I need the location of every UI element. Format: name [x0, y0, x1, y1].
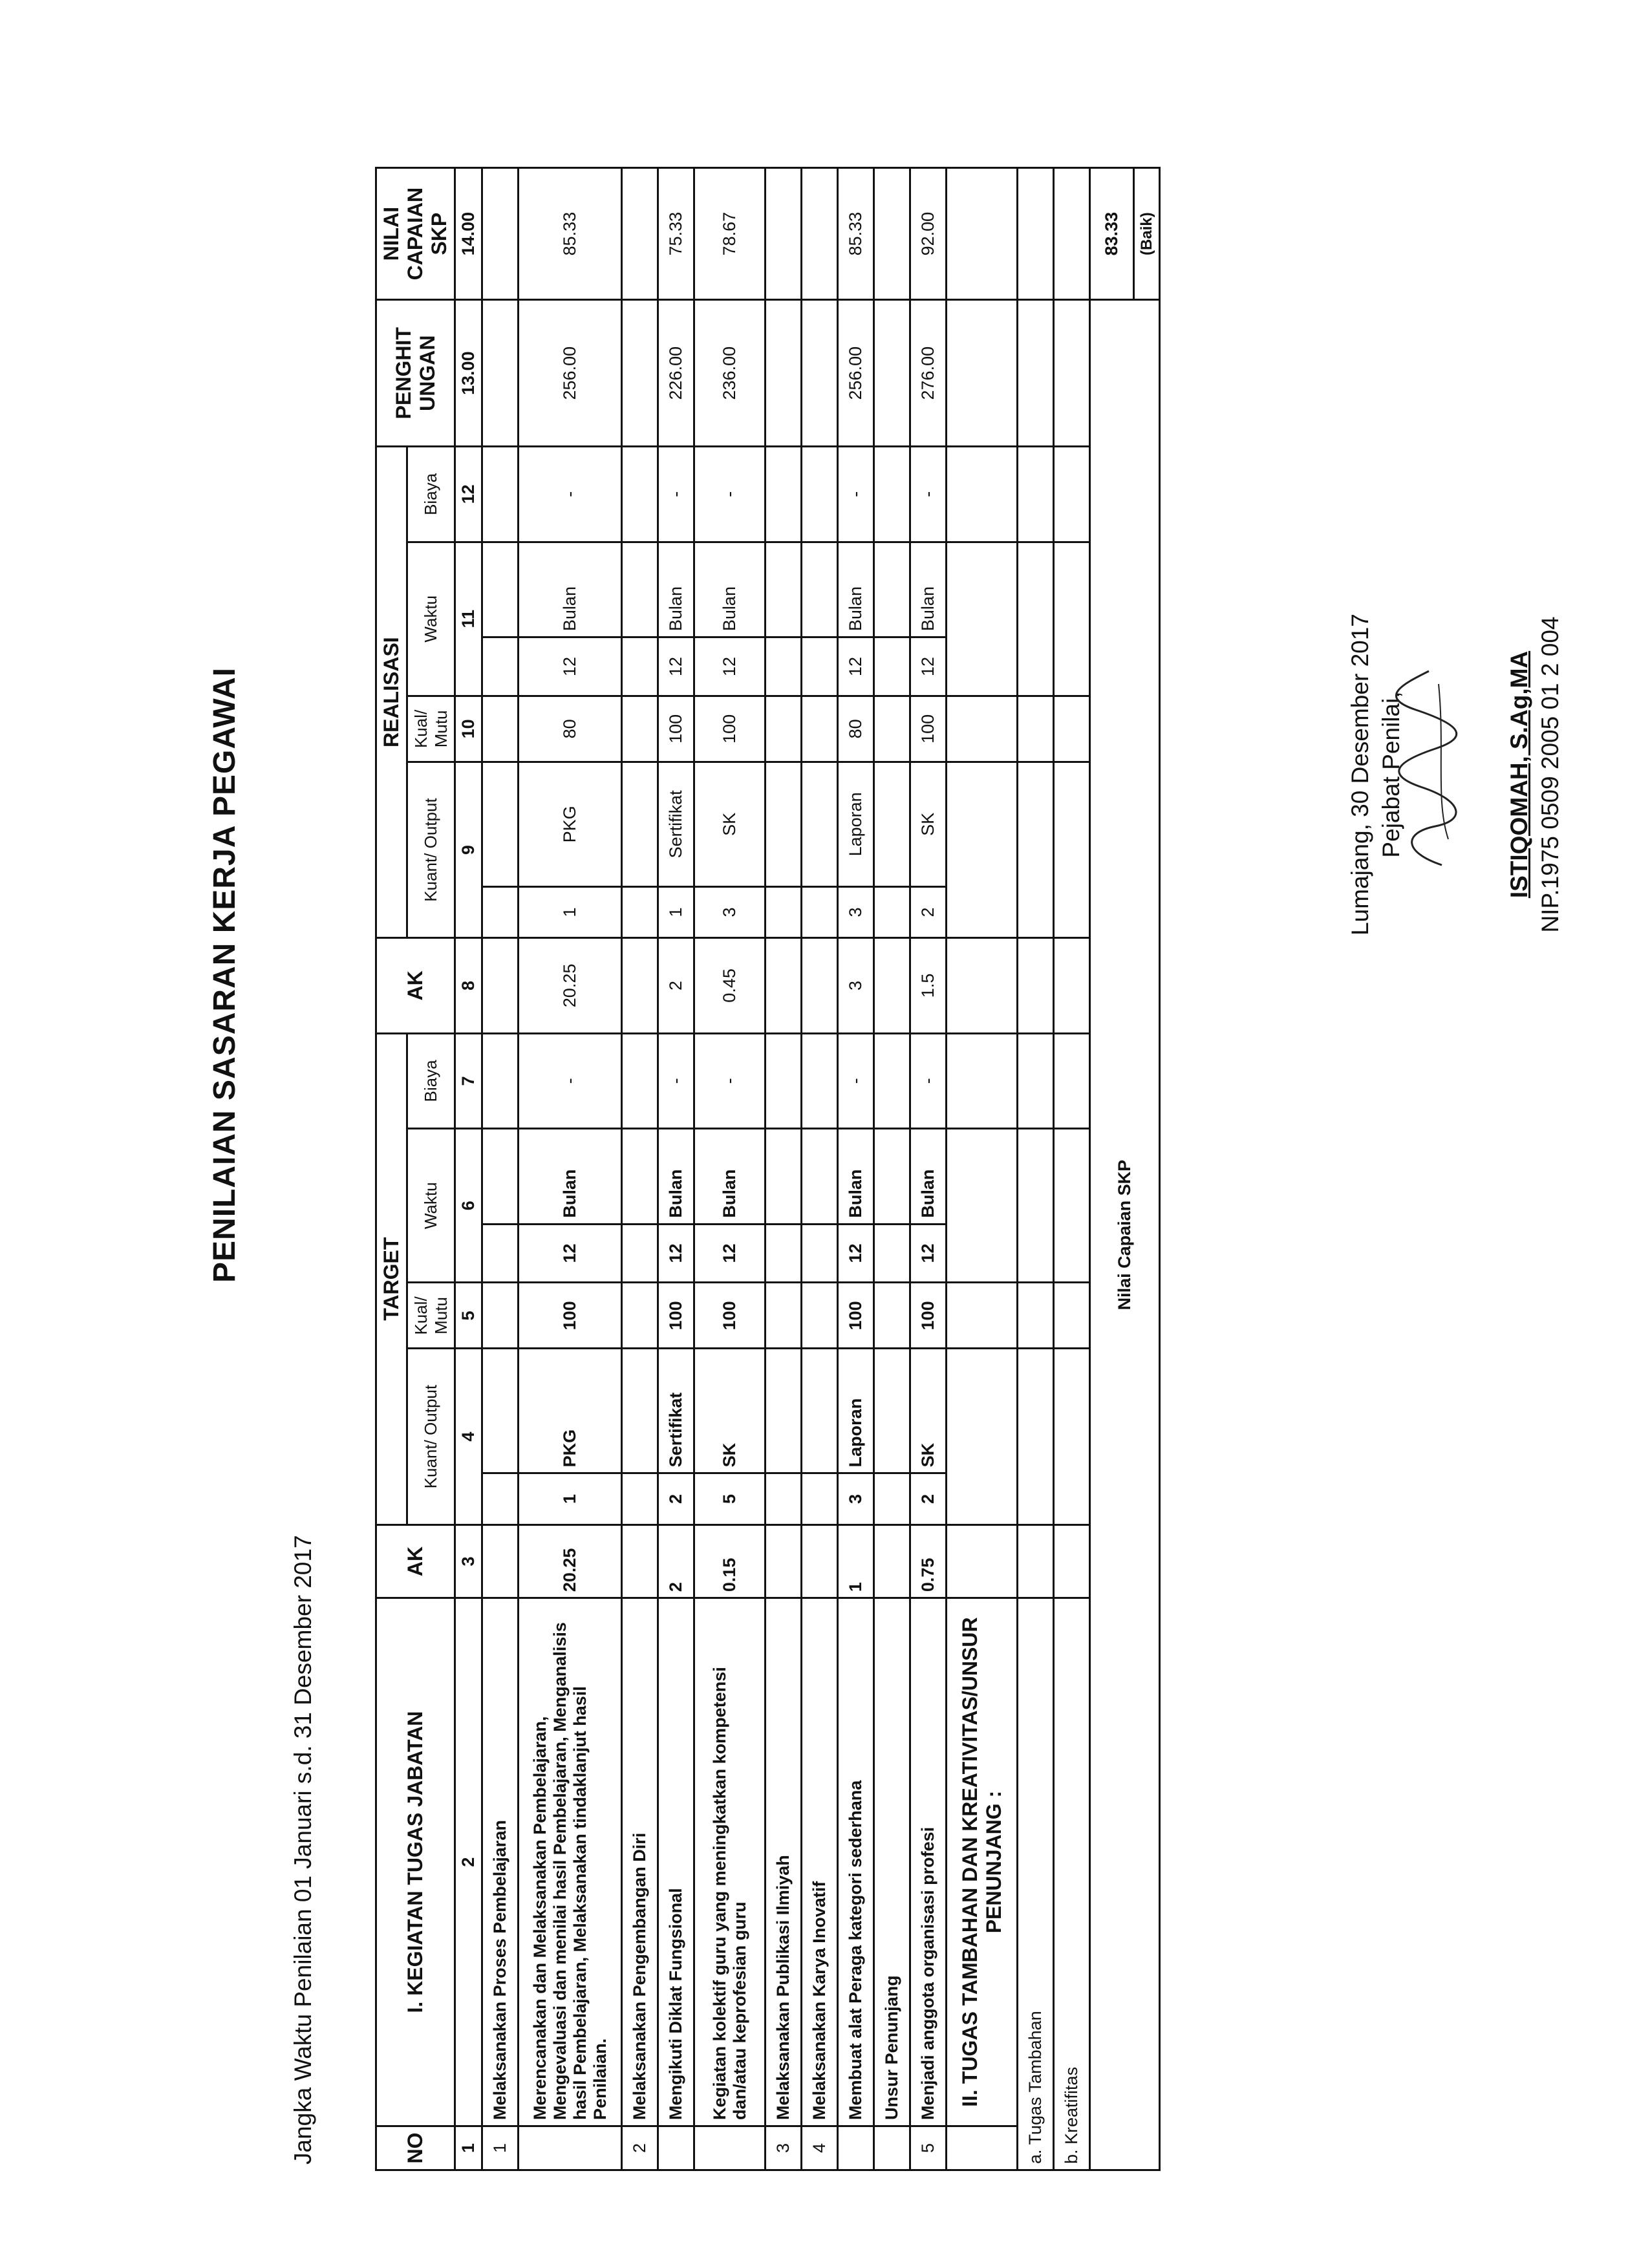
cell-hitung [482, 300, 519, 447]
cell-r-biaya: - [694, 447, 766, 542]
cell-t-wunit [874, 1129, 910, 1224]
cell-t-waktu: 12 [910, 1224, 947, 1283]
section-2-item-b [1054, 168, 1090, 2170]
item-a-label: a. Tugas Tambahan [1018, 1598, 1054, 2170]
skp-table [375, 167, 1161, 2171]
cell-t-kual [874, 1283, 910, 1349]
cell-t-biaya [766, 1033, 802, 1129]
cell-r-qty: 3 [838, 886, 874, 937]
cell-r-kual [766, 696, 802, 762]
table-row [766, 168, 802, 2170]
cell-no [658, 2126, 694, 2170]
cell-r-waktu: 12 [694, 637, 766, 696]
cell-hitung [874, 300, 910, 447]
cell-r-kual: 100 [910, 696, 947, 762]
cell-t-qty: 2 [910, 1473, 947, 1524]
cell-r-waktu: 12 [838, 637, 874, 696]
cell-t-biaya: - [838, 1033, 874, 1129]
cell-ak: 0.75 [910, 1524, 947, 1598]
cell-kegiatan: Melaksanakan Karya Inovatif [802, 1598, 838, 2126]
cell-r-wunit: Bulan [658, 542, 694, 637]
col-num: 5 [455, 1283, 482, 1349]
cell-t-kual: 100 [694, 1283, 766, 1349]
col-num: 11 [455, 542, 482, 696]
cell-no: 5 [910, 2126, 947, 2170]
cell-r-kual [622, 696, 658, 762]
cell-t-kual: 100 [838, 1283, 874, 1349]
signer-name: ISTIQOMAH, S.Ag,MA [1506, 650, 1532, 899]
cell-r-kual: 100 [694, 696, 766, 762]
cell-t-qty [482, 1473, 519, 1524]
cell-r-wunit: Bulan [694, 542, 766, 637]
cell-t-out [622, 1349, 658, 1473]
col-num: 3 [455, 1524, 482, 1598]
header-realisasi-kual: Kual/ Mutu [407, 696, 455, 762]
cell-t-qty: 2 [658, 1473, 694, 1524]
cell-r-biaya [874, 447, 910, 542]
signer-nip: NIP.1975 0509 2005 01 2 004 [1537, 616, 1563, 933]
cell-nilai: 85.33 [519, 168, 622, 300]
cell-t-out: Sertifikat [658, 1349, 694, 1473]
cell-no [694, 2126, 766, 2170]
header-kegiatan: I. KEGIATAN TUGAS JABATAN [376, 1598, 455, 2126]
cell-no [838, 2126, 874, 2170]
nilai-capaian-label: Nilai Capaian SKP [1090, 300, 1160, 2170]
cell-r-qty [802, 886, 838, 937]
col-num: 12 [455, 447, 482, 542]
cell-t-out [482, 1349, 519, 1473]
cell-ak: 2 [658, 1524, 694, 1598]
table-row [658, 168, 694, 2170]
cell-hitung [766, 300, 802, 447]
handwritten-signature [1390, 658, 1468, 878]
cell-t-wunit: Bulan [910, 1129, 947, 1224]
header-target-biaya: Biaya [407, 1033, 455, 1129]
cell-r-waktu [622, 637, 658, 696]
section-2-title-row [947, 168, 1018, 2170]
cell-t-waktu [802, 1224, 838, 1283]
cell-t-wunit [622, 1129, 658, 1224]
cell-t-kual [766, 1283, 802, 1349]
cell-kegiatan: Unsur Penunjang [874, 1598, 910, 2126]
cell-r-wunit [766, 542, 802, 637]
cell-r-biaya: - [910, 447, 947, 542]
cell-r-ak: 3 [838, 938, 874, 1033]
cell-r-wunit: Bulan [838, 542, 874, 637]
cell-hitung: 276.00 [910, 300, 947, 447]
cell-nilai: 75.33 [658, 168, 694, 300]
cell-no [874, 2126, 910, 2170]
cell-no: 3 [766, 2126, 802, 2170]
col-num: 6 [455, 1129, 482, 1283]
cell-hitung [802, 300, 838, 447]
cell-nilai [622, 168, 658, 300]
cell-r-kual: 80 [838, 696, 874, 762]
cell-t-waktu [482, 1224, 519, 1283]
cell-t-biaya: - [519, 1033, 622, 1129]
cell-t-waktu [622, 1224, 658, 1283]
cell-t-waktu [874, 1224, 910, 1283]
column-number-row [455, 168, 482, 2170]
cell-r-qty: 2 [910, 886, 947, 937]
cell-no: 1 [482, 2126, 519, 2170]
cell-kegiatan: Melaksanakan Proses Pembelajaran [482, 1598, 519, 2126]
cell-r-waktu: 12 [519, 637, 622, 696]
cell-t-kual [482, 1283, 519, 1349]
cell-t-biaya [874, 1033, 910, 1129]
col-num: 4 [455, 1349, 482, 1524]
cell-kegiatan: Melaksanakan Pengembangan Diri [622, 1598, 658, 2126]
col-num: 7 [455, 1033, 482, 1129]
table-row [519, 168, 622, 2170]
cell-no: 4 [802, 2126, 838, 2170]
header-row-1 [376, 168, 407, 2170]
cell-ak [874, 1524, 910, 1598]
cell-ak [622, 1524, 658, 1598]
cell-t-wunit [802, 1129, 838, 1224]
cell-t-qty: 1 [519, 1473, 622, 1524]
cell-r-waktu [766, 637, 802, 696]
cell-t-kual: 100 [519, 1283, 622, 1349]
cell-t-wunit: Bulan [658, 1129, 694, 1224]
cell-t-out: SK [694, 1349, 766, 1473]
cell-t-wunit: Bulan [838, 1129, 874, 1224]
item-b-label: b. Kreatifitas [1054, 1598, 1090, 2170]
cell-r-ak: 20.25 [519, 938, 622, 1033]
cell-t-out: SK [910, 1349, 947, 1473]
cell-r-wunit [874, 542, 910, 637]
cell-r-ak [766, 938, 802, 1033]
cell-ak: 1 [838, 1524, 874, 1598]
cell-r-wunit: Bulan [519, 542, 622, 637]
cell-t-out [874, 1349, 910, 1473]
cell-t-qty [766, 1473, 802, 1524]
table-row [482, 168, 519, 2170]
cell-kegiatan: Mengikuti Diklat Fungsional [658, 1598, 694, 2126]
cell-r-out: PKG [519, 762, 622, 886]
cell-t-waktu: 12 [519, 1224, 622, 1283]
table-row [622, 168, 658, 2170]
cell-t-out: PKG [519, 1349, 622, 1473]
nilai-capaian-score: 83.33 [1090, 168, 1134, 300]
header-target-kual: Kual/ Mutu [407, 1283, 455, 1349]
cell-r-wunit: Bulan [910, 542, 947, 637]
cell-t-waktu: 12 [694, 1224, 766, 1283]
cell-t-out [802, 1349, 838, 1473]
cell-r-ak [622, 938, 658, 1033]
cell-r-wunit [482, 542, 519, 637]
cell-ak [802, 1524, 838, 1598]
cell-hitung: 236.00 [694, 300, 766, 447]
cell-t-out: Laporan [838, 1349, 874, 1473]
cell-r-biaya: - [519, 447, 622, 542]
cell-t-kual [622, 1283, 658, 1349]
footer-row [1090, 168, 1134, 2170]
col-num: 8 [455, 938, 482, 1033]
cell-nilai [482, 168, 519, 300]
cell-t-biaya: - [658, 1033, 694, 1129]
cell-r-kual [482, 696, 519, 762]
document-title: PENILAIAN SASARAN KERJA PEGAWAI [208, 667, 242, 1283]
cell-t-qty: 5 [694, 1473, 766, 1524]
header-nilai: NILAI CAPAIAN SKP [376, 168, 455, 300]
col-num: 2 [455, 1598, 482, 2126]
cell-r-ak [482, 938, 519, 1033]
header-realisasi: REALISASI [376, 447, 407, 938]
col-num: 10 [455, 696, 482, 762]
header-realisasi-waktu: Waktu [407, 542, 455, 696]
header-penghitungan: PENGHIT UNGAN [376, 300, 455, 447]
cell-t-biaya [482, 1033, 519, 1129]
cell-r-out [874, 762, 910, 886]
cell-r-ak: 2 [658, 938, 694, 1033]
cell-kegiatan: Membuat alat Peraga kategori sederhana [838, 1598, 874, 2126]
cell-r-out [802, 762, 838, 886]
cell-hitung: 256.00 [838, 300, 874, 447]
cell-r-kual [874, 696, 910, 762]
cell-hitung [622, 300, 658, 447]
cell-r-biaya [766, 447, 802, 542]
assessment-period: Jangka Waktu Penilaian 01 Januari s.d. 31 Desember 2017 [290, 1535, 316, 2165]
col-num: 9 [455, 762, 482, 937]
cell-r-qty: 1 [658, 886, 694, 937]
cell-r-kual: 100 [658, 696, 694, 762]
cell-r-kual [802, 696, 838, 762]
cell-r-qty [622, 886, 658, 937]
cell-r-biaya [482, 447, 519, 542]
cell-ak [766, 1524, 802, 1598]
cell-r-ak: 0.45 [694, 938, 766, 1033]
table-body [482, 168, 947, 2170]
cell-r-waktu [874, 637, 910, 696]
cell-hitung: 256.00 [519, 300, 622, 447]
table-row [694, 168, 766, 2170]
signer-role: Pejabat Penilai, [1378, 691, 1404, 858]
header-realisasi-ak: AK [376, 938, 455, 1033]
cell-r-waktu: 12 [910, 637, 947, 696]
cell-r-waktu [482, 637, 519, 696]
header-ak: AK [376, 1524, 455, 1598]
cell-nilai [766, 168, 802, 300]
place-date: Lumajang, 30 Desember 2017 [1347, 614, 1373, 936]
cell-r-biaya [802, 447, 838, 542]
cell-t-biaya [802, 1033, 838, 1129]
cell-r-qty [874, 886, 910, 937]
header-realisasi-kuant: Kuant/ Output [407, 762, 455, 937]
cell-t-biaya: - [910, 1033, 947, 1129]
cell-kegiatan: Kegiatan kolektif guru yang meningkatkan kompetensi dan/atau keprofesian guru [694, 1598, 766, 2126]
section-2-title: II. TUGAS TAMBAHAN DAN KREATIVITAS/UNSUR PENUNJANG : [947, 1598, 1018, 2126]
cell-r-kual: 80 [519, 696, 622, 762]
table-row [910, 168, 947, 2170]
cell-r-qty: 1 [519, 886, 622, 937]
cell-r-ak [874, 938, 910, 1033]
table-row [802, 168, 838, 2170]
cell-t-out [766, 1349, 802, 1473]
cell-r-biaya: - [658, 447, 694, 542]
header-target-kuant: Kuant/ Output [407, 1349, 455, 1524]
cell-r-ak: 1.5 [910, 938, 947, 1033]
cell-r-out [622, 762, 658, 886]
cell-t-waktu [766, 1224, 802, 1283]
cell-r-out: SK [910, 762, 947, 886]
cell-t-qty [802, 1473, 838, 1524]
cell-t-qty: 3 [838, 1473, 874, 1524]
cell-r-wunit [622, 542, 658, 637]
cell-t-kual [802, 1283, 838, 1349]
cell-r-out: Laporan [838, 762, 874, 886]
cell-ak [482, 1524, 519, 1598]
cell-r-qty [766, 886, 802, 937]
cell-nilai [802, 168, 838, 300]
cell-t-waktu: 12 [658, 1224, 694, 1283]
cell-t-wunit: Bulan [519, 1129, 622, 1224]
cell-t-waktu: 12 [838, 1224, 874, 1283]
cell-t-biaya: - [694, 1033, 766, 1129]
cell-nilai [874, 168, 910, 300]
col-num: 13.00 [455, 300, 482, 447]
cell-r-ak [802, 938, 838, 1033]
cell-r-out: Sertifikat [658, 762, 694, 886]
cell-kegiatan: Melaksanakan Publikasi Ilmiyah [766, 1598, 802, 2126]
cell-r-biaya [622, 447, 658, 542]
cell-t-wunit: Bulan [694, 1129, 766, 1224]
col-num: 1 [455, 2126, 482, 2170]
cell-ak: 0.15 [694, 1524, 766, 1598]
cell-r-wunit [802, 542, 838, 637]
cell-r-out [766, 762, 802, 886]
cell-kegiatan: Menjadi anggota organisasi profesi [910, 1598, 947, 2126]
section-2-item-a [1018, 168, 1054, 2170]
cell-r-out [482, 762, 519, 886]
cell-ak: 20.25 [519, 1524, 622, 1598]
col-num: 14.00 [455, 168, 482, 300]
nilai-capaian-grade: (Baik) [1134, 168, 1160, 300]
cell-t-biaya [622, 1033, 658, 1129]
header-target: TARGET [376, 1033, 407, 1524]
cell-nilai: 85.33 [838, 168, 874, 300]
cell-nilai: 92.00 [910, 168, 947, 300]
cell-no [519, 2126, 622, 2170]
cell-no: 2 [622, 2126, 658, 2170]
cell-r-qty: 3 [694, 886, 766, 937]
header-realisasi-biaya: Biaya [407, 447, 455, 542]
section-2 [947, 168, 1160, 2170]
table-row [838, 168, 874, 2170]
cell-t-qty [622, 1473, 658, 1524]
cell-hitung: 226.00 [658, 300, 694, 447]
header-target-waktu: Waktu [407, 1129, 455, 1283]
cell-t-kual: 100 [910, 1283, 947, 1349]
cell-t-wunit [482, 1129, 519, 1224]
cell-r-waktu [802, 637, 838, 696]
cell-r-waktu: 12 [658, 637, 694, 696]
cell-r-out: SK [694, 762, 766, 886]
cell-r-qty [482, 886, 519, 937]
table-row [874, 168, 910, 2170]
header-no: NO [376, 2126, 455, 2170]
cell-kegiatan: Merencanakan dan Melaksanakan Pembelajaran, Mengevaluasi dan menilai hasil Pembelajaran, Menganalisis hasil Pembelajaran, Melaksanakan tindaklanjut hasil Penilaian. [519, 1598, 622, 2126]
cell-t-kual: 100 [658, 1283, 694, 1349]
cell-t-wunit [766, 1129, 802, 1224]
cell-t-qty [874, 1473, 910, 1524]
cell-nilai: 78.67 [694, 168, 766, 300]
cell-r-biaya: - [838, 447, 874, 542]
